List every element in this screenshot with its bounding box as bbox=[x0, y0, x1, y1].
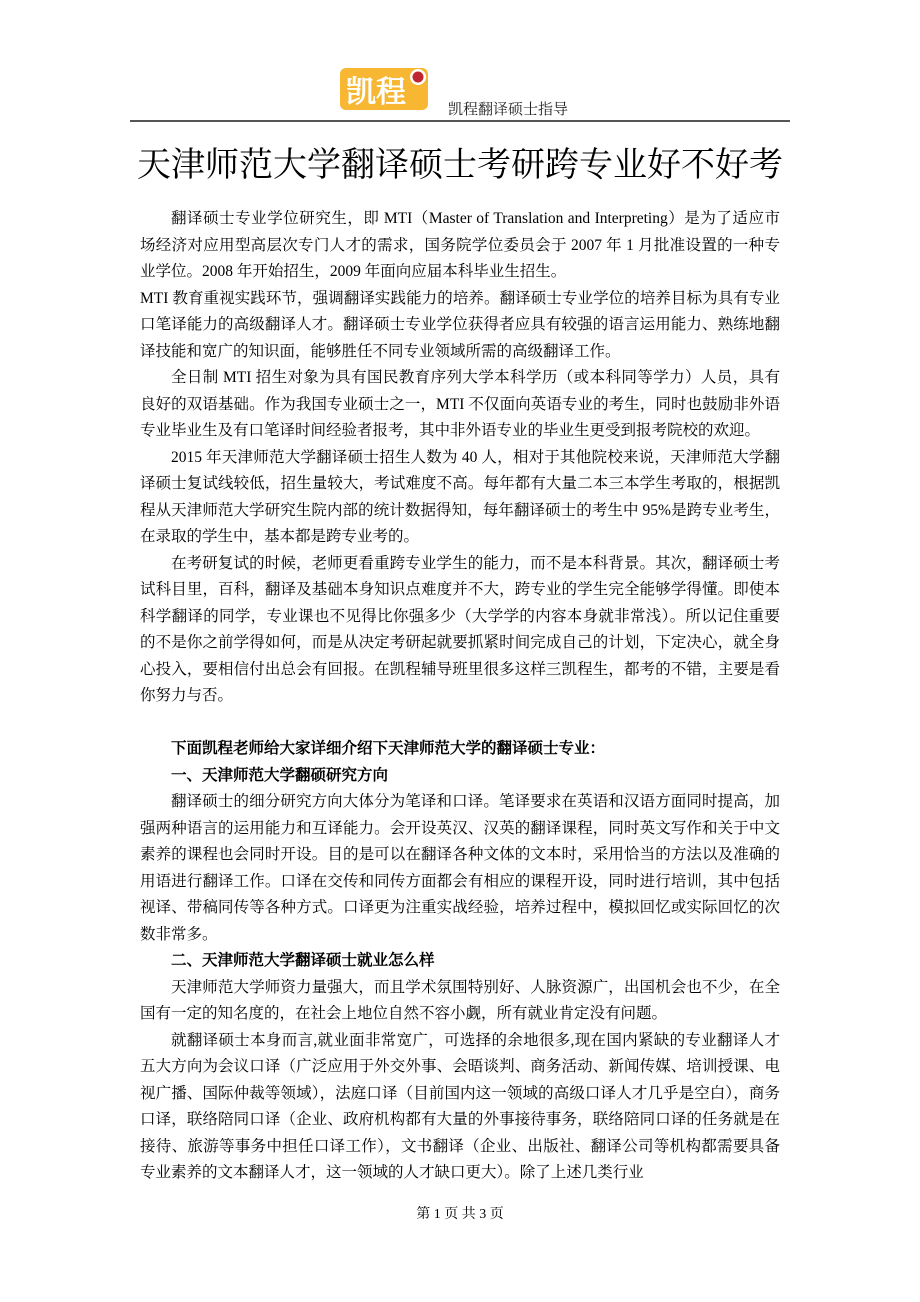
paragraph: 翻译硕士专业学位研究生，即 MTI（Master of Translation and Interpreting）是为了适应市场经济对应用型高层次专门人才的需求，国务院学位委员会于 2007 年 1 月批准设置的一种专业学位。2008 年开始招生，2009 年面向应届本科毕业生招生。 bbox=[140, 210, 780, 280]
document-title: 天津师范大学翻译硕士考研跨专业好不好考 bbox=[137, 145, 783, 185]
paragraph: 在考研复试的时候，老师更看重跨专业学生的能力，而不是本科背景。其次，翻译硕士考试科目里，百科，翻译及基础本身知识点难度并不大，跨专业的学生完全能够学得懂。即使本科学翻译的同学，专业课也不见得比你强多少（大学学的内容本身就非常浅）。所以记住重要的不是你之前学得如何，而是从决定考研起就要抓紧时间完成自己的计划，下定决心，就全身心投入，要相信付出总会有回报。在凯程辅导班里很多这样三凯程生，都考的不错，主要是看你努力与否。 bbox=[140, 554, 780, 704]
kaicheng-logo bbox=[338, 64, 432, 112]
header-subtitle: 凯程翻译硕士指导 bbox=[448, 100, 569, 118]
paragraph: 全日制 MTI 招生对象为具有国民教育序列大学本科学历（或本科同等学力）人员，具有良好的双语基础。作为我国专业硕士之一，MTI 不仅面向英语专业的考生，同时也鼓励非外语专业毕业生及有口笔译时间经验者报考，其中非外语专业的毕业生更受到报考院校的欢迎。 bbox=[140, 369, 780, 439]
paragraph: 翻译硕士的细分研究方向大体分为笔译和口译。笔译要求在英语和汉语方面同时提高，加强两种语言的运用能力和互译能力。会开设英汉、汉英的翻译课程，同时英文写作和关于中文素养的课程也会同时开设。目的是可以在翻译各种文体的文本时，采用恰当的方法以及准确的用语进行翻译工作。口译在交传和同传方面都会有相应的课程开设，同时进行培训，其中包括视译、带稿同传等各种方式。口译更为注重实战经验，培养过程中，模拟回忆或实际回忆的次数非常多。 bbox=[140, 793, 780, 943]
section-intro: 下面凯程老师给大家详细介绍下天津师范大学的翻译硕士专业： bbox=[171, 740, 606, 757]
section-heading: 二、天津师范大学翻译硕士就业怎么样 bbox=[171, 952, 435, 969]
paragraph: MTI 教育重视实践环节，强调翻译实践能力的培养。翻译硕士专业学位的培养目标为具有专业口笔译能力的高级翻译人才。翻译硕士专业学位获得者应具有较强的语言运用能力、熟练地翻译技能和宽广的知识面，能够胜任不同专业领域所需的高级翻译工作。 bbox=[140, 289, 780, 360]
section-heading: 一、天津师范大学翻硕研究方向 bbox=[171, 766, 389, 784]
paragraph: 2015 年天津师范大学翻译硕士招生人数为 40 人，相对于其他院校来说，天津师范大学翻译硕士复试线较低，招生量较大，考试难度不高。每年都有大量二本三本学生考取的，根据凯程从天津师范大学研究生院内部的统计数据得知，每年翻译硕士的考生中 95%是跨专业考生，在录取的学生中，基本都是跨专业考的。 bbox=[140, 448, 780, 545]
header-divider bbox=[130, 120, 790, 122]
document-body bbox=[140, 206, 780, 1187]
svg-text:凯程: 凯程 bbox=[346, 75, 406, 110]
paragraph: 天津师范大学师资力量强大，而且学术氛围特别好、人脉资源广，出国机会也不少，在全国有一定的知名度的，在社会上地位自然不容小觑，所有就业肯定没有问题。 bbox=[140, 978, 780, 1022]
paragraph: 就翻译硕士本身而言,就业面非常宽广，可选择的余地很多,现在国内紧缺的专业翻译人才五大方向为会议口译（广泛应用于外交外事、会晤谈判、商务活动、新闻传媒、培训授课、电视广播、国际仲裁等领域），法庭口译（目前国内这一领域的高级口译人才几乎是空白），商务口译，联络陪同口译（企业、政府机构都有大量的外事接待事务，联络陪同口译的任务就是在接待、旅游等事务中担任口译工作），文书翻译（企业、出版社、翻译公司等机构都需要具备专业素养的文本翻译人才，这一领域的人才缺口更大）。除了上述几类行业 bbox=[140, 1031, 780, 1181]
page-number: 第 1 页 共 3 页 bbox=[416, 1206, 504, 1222]
